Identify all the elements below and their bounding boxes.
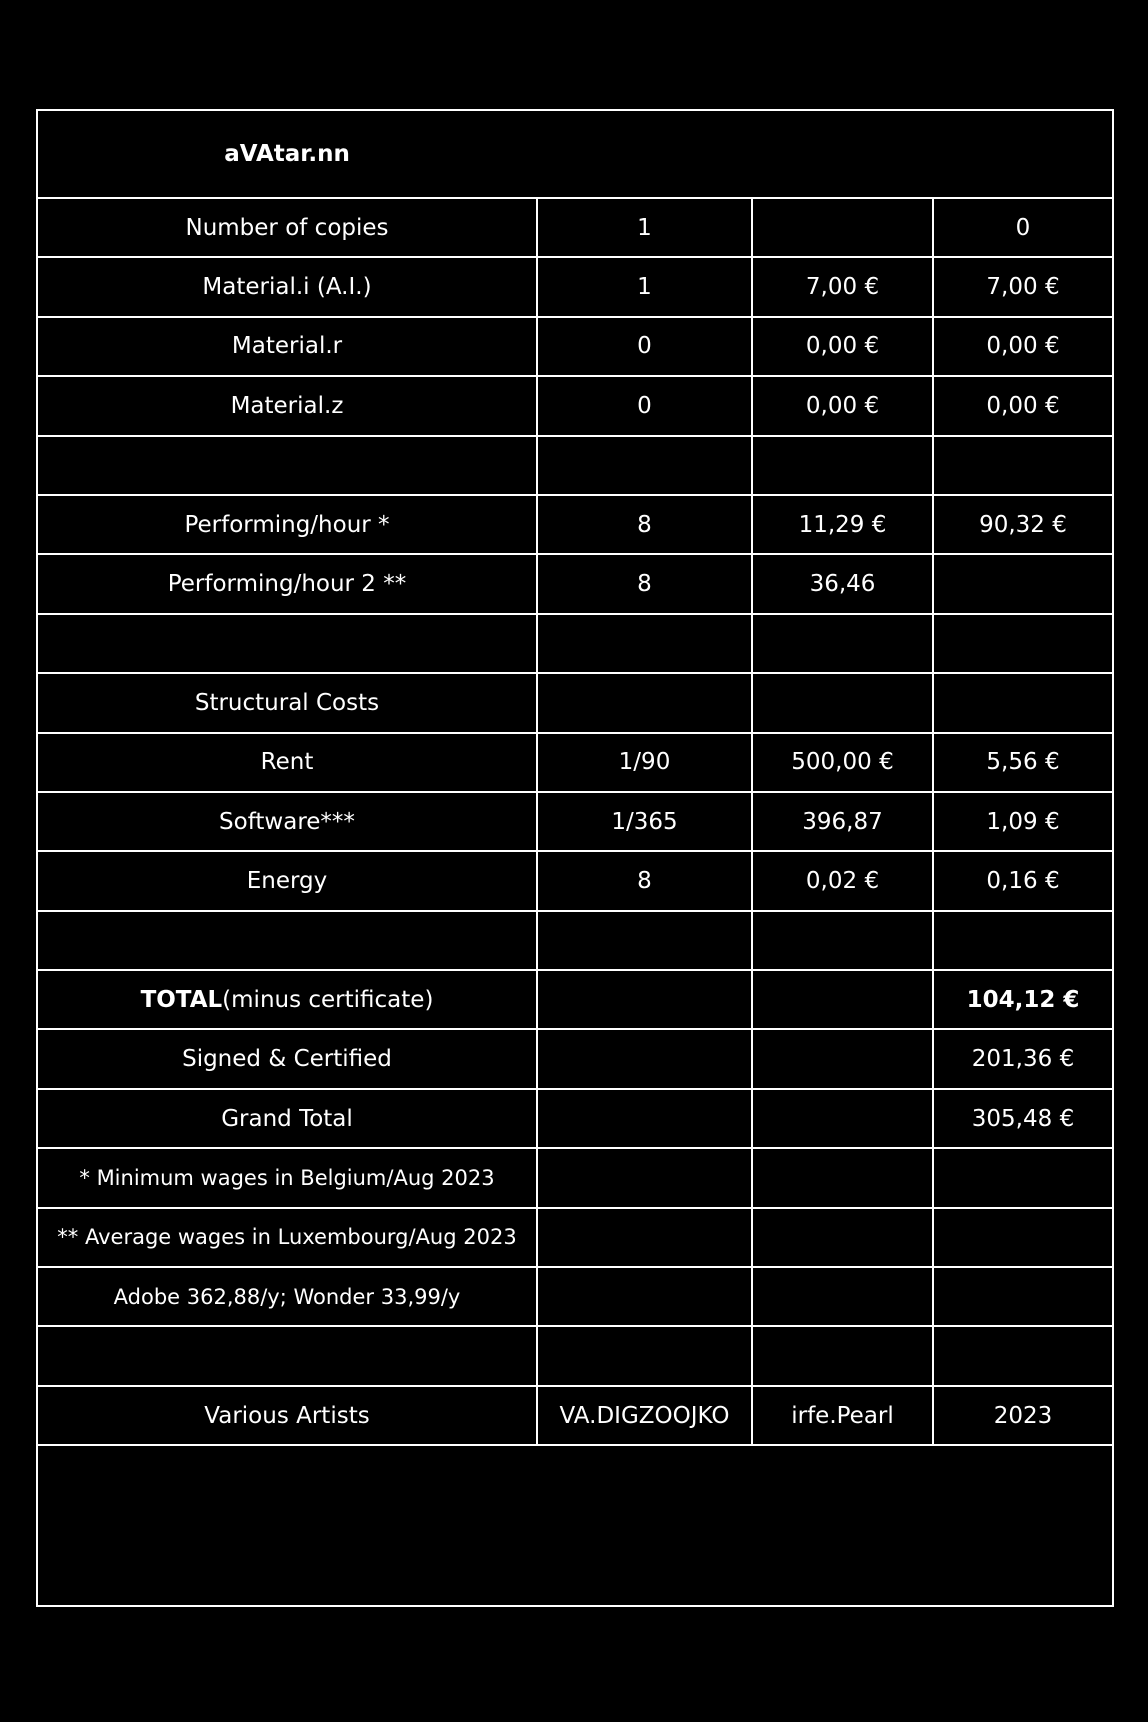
title-row — [38, 111, 1112, 199]
row-qty: 8 — [538, 496, 753, 553]
row-price — [753, 615, 934, 672]
row-price — [753, 1090, 934, 1147]
row-label: Number of copies — [38, 199, 538, 256]
row-label — [38, 615, 538, 672]
table-row — [38, 555, 1112, 614]
table-row — [38, 674, 1112, 733]
row-total: 5,56 € — [986, 749, 1060, 776]
row-qty: 1/365 — [538, 793, 753, 850]
row-qty — [538, 971, 753, 1028]
row-price — [753, 674, 934, 731]
row-qty — [538, 1268, 753, 1325]
table-row — [38, 615, 1112, 674]
row-qty — [538, 1030, 753, 1087]
footnote-text: * Minimum wages in Belgium/Aug 2023 — [38, 1149, 538, 1206]
row-total — [934, 1209, 1112, 1266]
row-price — [753, 1030, 934, 1087]
row-price — [753, 971, 934, 1028]
row-price: 36,46 — [753, 555, 934, 612]
row-total: 7,00 € — [986, 274, 1060, 301]
row-total: 305,48 € — [971, 1105, 1075, 1132]
table-row — [38, 734, 1112, 793]
row-total: 1,09 € — [986, 808, 1060, 835]
row-label: Performing/hour * — [38, 496, 538, 553]
row-price: 11,29 € — [753, 496, 934, 553]
row-label: Material.z — [38, 377, 538, 434]
row-total: 0,00 € — [986, 392, 1060, 419]
row-qty — [538, 1149, 753, 1206]
row-total — [934, 1268, 1112, 1325]
row-total — [934, 615, 1112, 672]
row-qty: 0 — [538, 377, 753, 434]
table-row — [38, 496, 1112, 555]
row-label: Material.i (A.I.) — [38, 258, 538, 315]
row-qty — [538, 674, 753, 731]
credits-year: 2023 — [993, 1402, 1053, 1429]
row-price — [753, 1149, 934, 1206]
row-qty — [538, 1090, 753, 1147]
footnote-row — [38, 1149, 1112, 1208]
footnote-row — [38, 1268, 1112, 1327]
row-label: Grand Total — [38, 1090, 538, 1147]
row-label: Energy — [38, 852, 538, 909]
row-label: Rent — [38, 734, 538, 791]
row-qty — [538, 437, 753, 494]
row-price: 396,87 — [753, 793, 934, 850]
table-row — [38, 199, 1112, 258]
row-qty — [538, 1209, 753, 1266]
cost-sheet — [36, 109, 1114, 1607]
row-qty: 0 — [538, 318, 753, 375]
row-total — [934, 1149, 1112, 1206]
table-row — [38, 437, 1112, 496]
row-label: Performing/hour 2 ** — [38, 555, 538, 612]
row-total — [934, 912, 1112, 969]
row-price — [753, 1209, 934, 1266]
row-price: 0,00 € — [753, 318, 934, 375]
row-label: Material.r — [38, 318, 538, 375]
sheet-title: aVAtar.nn — [224, 141, 350, 167]
row-qty — [538, 1327, 753, 1384]
row-price: 7,00 € — [753, 258, 934, 315]
row-price: 500,00 € — [753, 734, 934, 791]
table-row — [38, 1030, 1112, 1089]
table-row — [38, 318, 1112, 377]
row-total: 90,32 € — [979, 511, 1067, 538]
footnote-text: ** Average wages in Luxembourg/Aug 2023 — [38, 1209, 538, 1266]
row-label — [38, 437, 538, 494]
row-total — [934, 555, 1112, 612]
row-qty: 1/90 — [538, 734, 753, 791]
total-label-suffix: (minus certificate) — [222, 986, 434, 1013]
total-row — [38, 971, 1112, 1030]
credits-catalog: VA.DIGZOOJKO — [538, 1387, 753, 1444]
row-label — [38, 1327, 538, 1384]
row-price — [753, 912, 934, 969]
row-price — [753, 1327, 934, 1384]
row-total: 0,16 € — [986, 867, 1060, 894]
row-price: 0,02 € — [753, 852, 934, 909]
row-qty — [538, 912, 753, 969]
row-qty: 1 — [538, 199, 753, 256]
table-row — [38, 258, 1112, 317]
row-qty: 1 — [538, 258, 753, 315]
row-total — [934, 437, 1112, 494]
row-qty: 8 — [538, 555, 753, 612]
footnote-text: Adobe 362,88/y; Wonder 33,99/y — [38, 1268, 538, 1325]
row-label: Structural Costs — [38, 674, 538, 731]
total-label: TOTAL — [140, 986, 223, 1013]
row-qty: 8 — [538, 852, 753, 909]
row-label: Software*** — [38, 793, 538, 850]
footnote-row — [38, 1209, 1112, 1268]
row-price — [753, 437, 934, 494]
credits-artist: Various Artists — [38, 1387, 538, 1444]
row-label: Signed & Certified — [38, 1030, 538, 1087]
row-total — [934, 1327, 1112, 1384]
table-row — [38, 793, 1112, 852]
row-total: 0 — [1015, 214, 1031, 241]
row-label — [38, 912, 538, 969]
table-row — [38, 1090, 1112, 1149]
table-row — [38, 852, 1112, 911]
row-total: 201,36 € — [971, 1046, 1075, 1073]
total-value: 104,12 € — [966, 986, 1080, 1013]
row-price: 0,00 € — [753, 377, 934, 434]
credits-title: irfe.Pearl — [753, 1387, 934, 1444]
table-row — [38, 1327, 1112, 1386]
row-price — [753, 1268, 934, 1325]
table-row — [38, 912, 1112, 971]
row-qty — [538, 615, 753, 672]
row-price — [753, 199, 934, 256]
row-total: 0,00 € — [986, 333, 1060, 360]
table-row — [38, 377, 1112, 436]
credits-row — [38, 1387, 1112, 1446]
row-total — [934, 674, 1112, 731]
total-label-cell — [38, 971, 538, 1028]
